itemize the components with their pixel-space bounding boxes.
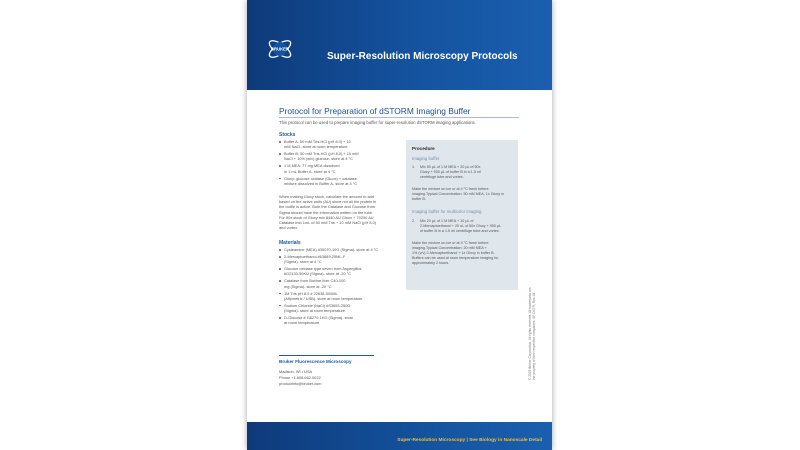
list-item: Catalase from Bovine liver C40-100 mg (Sigma)- store at -20 °C — [279, 278, 404, 288]
gloxy-note: When making Gloxy stock, calculate the amount to add based on the active units (AU) since not all the protein in the bottle is active. Both the Catalase and Glucose from Sigma should have the information written on the tube. For 50x stock of Gloxy mix 8440 AU Gluox + 70200 AU Catalase into 1mL of 50 mM Tris + 10 mM NaCl (pH 8.0) and vortex. — [279, 194, 377, 231]
list-item: Glucose oxidase type seven from Aspergillus #G2133-50KU (Sigma)- store at -20 °C — [279, 266, 404, 276]
bruker-logo-icon — [266, 35, 294, 63]
intro-text: This protocol can be used to prepare imaging buffer for super-resolution dSTORM imaging applications. — [279, 120, 476, 125]
list-item: 1 M MEA: 77 mg MEA dissolved in 1 mL Buffer A- store at 4 °C — [279, 163, 404, 173]
procedure-heading: Procedure — [412, 146, 435, 151]
footer-bar — [247, 422, 552, 450]
list-item: 2-Mercaptoethanol #63689-25ML-F (Sigma)- store at 4 °C — [279, 254, 404, 264]
footer-divider — [279, 355, 374, 356]
title-divider — [279, 117, 519, 118]
procedure-text-1: Make the mixture on ice or at 4 °C fresh before imaging.Typical Concentration: 50 mM MEA, 1x Gloxy in buffer B. — [412, 187, 505, 201]
list-item: Sodium Chloride (NaCl) #S3653-250G (Sigma)- store at room temperature — [279, 303, 404, 313]
step-number: 2. — [412, 219, 416, 223]
company-email[interactable]: productinfo@bruker.com — [279, 381, 322, 386]
list-item: Cysteamine (MEA) #30070-10G (Sigma)- store at 4 °C — [279, 247, 404, 252]
company-name: Bruker Fluorescence Microscopy — [279, 359, 352, 364]
procedure-step-2: 2. Mix 20 µL of 1 M MEA + 10 µL of 2-Mercaptoethanol + 20 uL of 50x Gloxy + 950 µL of buffer B in a 1.5 ml centrifuge tube and vortex. — [412, 219, 502, 233]
multicolor-heading: Imaging buffer for multicolor imaging — [412, 209, 482, 214]
list-item: Buffer B: 50 mM Tris-HCl (pH 8.0) + 10 mM NaCl + 10% (w/v) glucose- store at 4 °C — [279, 151, 404, 161]
company-city: Madison, WI • USA — [279, 369, 313, 374]
procedure-box — [406, 140, 518, 290]
list-item: 1M Tris pH 8.0 # 22638-500ML (Affymetrix / USB)- store at room temperature — [279, 291, 404, 301]
procedure-step-1: 1. Mix 50 µL of 1 M MEA + 20 µL of 50x Gloxy + 930 µL of buffer B in a 1.5 ml centrifuge tube and vortex. — [412, 165, 481, 179]
imaging-buffer-heading: Imaging buffer — [412, 156, 440, 161]
stocks-heading: Stocks — [279, 132, 296, 138]
materials-heading: Materials — [279, 240, 301, 246]
procedure-text-2: Make the mixture on ice or at 4 °C fresh before imaging.Typical Concentration: 20 mM MEA + 1% (v/v) 2-Mercaptoethanol + 1x Gloxy in buffer B. Buffers can be used at room temperature imaging for approximately 2 hours. — [412, 241, 499, 265]
list-item: Buffer A: 50 mM Tris-HCl (pH 8.0) + 10 mM NaCl- store at room temperature — [279, 139, 404, 149]
materials-list — [279, 247, 404, 327]
logo-text: BRUKER — [271, 46, 289, 52]
company-phone: Phone +1.608.662.0022 — [279, 375, 321, 380]
header-banner — [247, 0, 552, 90]
document-page — [247, 0, 552, 450]
copyright-note: © 2023 Bruker Corporation. All rights reserved. All trademarks are the property of their respective companies. SF-DSTR, Rev. A1 — [528, 287, 537, 380]
list-item: Gloxy: glucose oxidase (Gluox) + catalase mixture dissolved in Buffer A- store at 4 °C — [279, 176, 404, 186]
list-item: D-Glucose # G8270-1KG (Sigma)- store at room temperature — [279, 315, 404, 325]
banner-title: Super-Resolution Microscopy Protocols — [327, 51, 518, 62]
step-number: 1. — [412, 165, 416, 169]
stocks-list — [279, 139, 404, 188]
document-title: Protocol for Preparation of dSTORM Imaging Buffer — [279, 106, 471, 116]
footer-tagline: Super-Resolution Microscopy | See Biology in Nanoscale Detail — [397, 438, 542, 443]
